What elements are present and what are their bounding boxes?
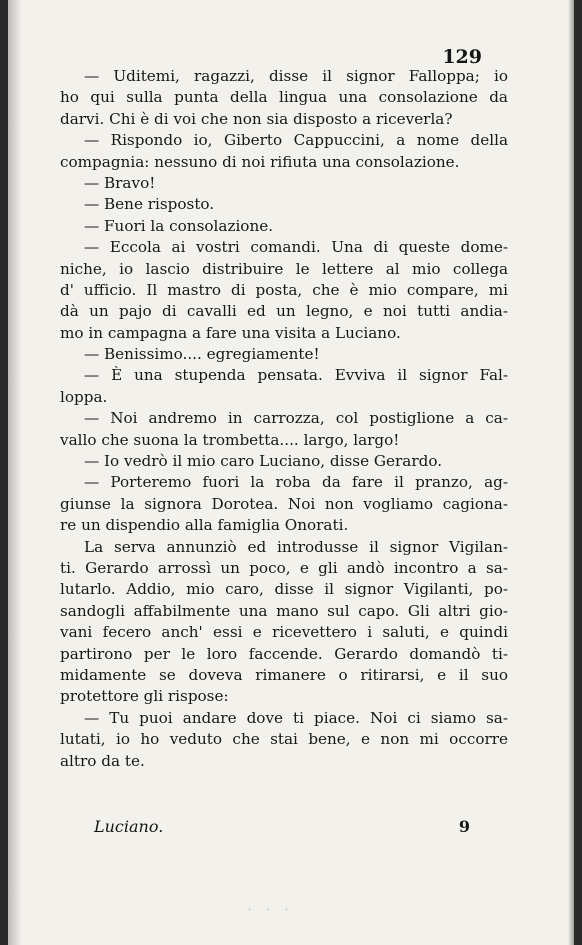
text-line: protettore gli rispose:	[60, 687, 229, 706]
print-specks: · · ·	[248, 905, 294, 916]
text-line: sandogli affabilmente una mano sul capo. Gli altri gio-	[60, 601, 508, 620]
text-line: — Io vedrò il mio caro Luciano, disse Gerardo.	[84, 452, 443, 471]
text-line: lutati, io ho veduto che stai bene, e non mi occorre	[60, 730, 508, 749]
page-edge-shadow	[568, 0, 574, 945]
signature-number: 9	[458, 817, 470, 836]
text-line: partirono per le loro faccende. Gerardo domandò ti-	[60, 644, 508, 663]
body-text	[60, 66, 508, 772]
page-number: 129	[442, 46, 482, 68]
text-line: niche, io lascio distribuire le lettere al mio collega	[60, 259, 508, 278]
text-line: compagnia: nessuno di noi rifiuta una consolazione.	[60, 152, 460, 171]
text-line: La serva annunziò ed introdusse il signor Vigilan-	[84, 537, 508, 556]
text-line: — Benissimo.... egregiamente!	[84, 345, 320, 364]
text-line: — È una stupenda pensata. Evviva il signor Fal-	[84, 366, 508, 385]
text-line: dà un pajo di cavalli ed un legno, e noi tutti andia-	[60, 302, 508, 321]
text-line: — Eccola ai vostri comandi. Una di queste dome-	[84, 238, 508, 257]
text-line: darvi. Chi è di voi che non sia disposto a riceverla?	[60, 109, 453, 128]
text-line: ti. Gerardo arrossì un poco, e gli andò incontro a sa-	[60, 558, 508, 577]
text-line: — Porteremo fuori la roba da fare il pranzo, ag-	[84, 473, 508, 492]
text-line: ho qui sulla punta della lingua una consolazione da	[60, 88, 508, 107]
text-line: — Noi andremo in carrozza, col postiglione a ca-	[84, 409, 508, 428]
text-line: vani fecero anch' essi e ricevettero i saluti, e quindi	[60, 623, 508, 642]
text-line: — Uditemi, ragazzi, disse il signor Falloppa; io	[84, 67, 508, 85]
text-line: giunse la signora Dorotea. Noi non vogliamo cagiona-	[60, 494, 508, 513]
text-line: altro da te.	[60, 751, 145, 770]
text-line: — Rispondo io, Giberto Cappuccini, a nome della	[84, 131, 508, 150]
text-line: — Fuori la consolazione.	[84, 216, 274, 235]
page-footer	[94, 817, 470, 836]
book-page	[8, 0, 574, 945]
text-line: — Bravo!	[84, 173, 156, 192]
text-line: — Bene risposto.	[84, 195, 215, 214]
binding-shadow	[8, 0, 22, 945]
text-line: — Tu puoi andare dove ti piace. Noi ci siamo sa-	[84, 708, 508, 727]
text-line: mo in campagna a fare una visita a Luciano.	[60, 323, 401, 342]
text-line: loppa.	[60, 387, 108, 406]
text-line: vallo che suona la trombetta.... largo, largo!	[60, 430, 400, 449]
text-line: d' ufficio. Il mastro di posta, che è mio compare, mi	[60, 280, 508, 299]
signature-mark: Luciano.	[94, 817, 164, 836]
text-line: re un dispendio alla famiglia Onorati.	[60, 516, 349, 535]
text-line: lutarlo. Addio, mio caro, disse il signor Vigilanti, po-	[60, 580, 508, 599]
text-line: midamente se doveva rimanere o ritirarsi, e il suo	[60, 665, 508, 684]
